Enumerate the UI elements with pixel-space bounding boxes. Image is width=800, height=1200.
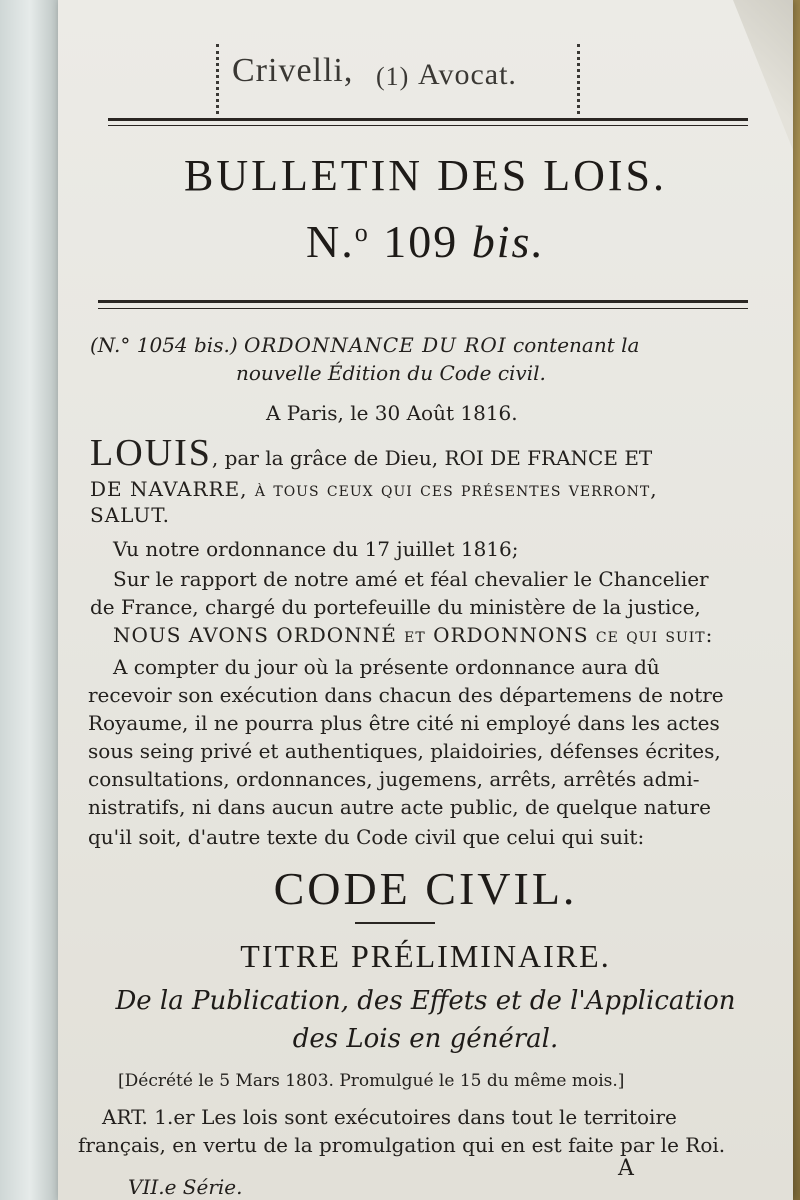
body-line-5: Sur le rapport de notre amé et féal chevalier le Chancelier [113,567,709,591]
serie-label: VII.e Série. [128,1175,243,1199]
number-suffix: bis. [471,216,545,267]
ordonnance-ref: (N.° 1054 bis.) [90,333,238,357]
page-folio: (1) [376,62,410,91]
subtitle-line-1: De la Publication, des Effets et de l'Application [115,986,736,1016]
body-line-8: A compter du jour où la présente ordonnance aura dû [113,655,660,679]
header-rule-thin [98,308,748,309]
code-civil-title: CODE CIVIL. [273,863,578,914]
place-date: A Paris, le 30 Août 1816. [266,401,518,425]
decree-note: [Décrété le 5 Mars 1803. Promulgué le 15 du même mois.] [118,1071,625,1091]
ordonnance-heading [90,332,639,358]
signature-mark: A [618,1156,634,1181]
louis-initial: LOUIS [90,432,212,474]
number-prefix: N. [306,216,355,267]
body-line-1-text: , par la grâce de Dieu, ROI DE FRANCE ET [211,446,653,470]
book-cover-edge [0,0,60,1200]
body-line-14: qu'il soit, d'autre texte du Code civil que celui qui suit: [88,825,645,849]
subtitle-line-2: des Lois en général. [292,1024,559,1054]
ordonnance-subtitle: nouvelle Édition du Code civil. [236,361,546,385]
number-sup: o [354,218,370,247]
bulletin-title: BULLETIN DES LOIS. [184,151,667,200]
body-line-10: Royaume, il ne pourra plus être cité ni employé dans les actes [88,711,720,735]
body-line-4: Vu notre ordonnance du 17 juillet 1816; [113,537,519,561]
top-rule [108,118,748,121]
body-line-6: de France, chargé du portefeuille du ministère de la justice, [90,595,701,619]
body-line-13: nistratifs, ni dans aucun autre acte public, de quelque nature [88,795,711,819]
article-1-line-2: français, en vertu de la promulgation qui en est faite par le Roi. [78,1133,726,1157]
body-line-1 [90,432,653,474]
article-1-line-1: ART. 1.er Les lois sont exécutoires dans tout le territoire [102,1105,677,1129]
ordonnance-title-b: contenant la [513,333,640,357]
bulletin-number [58,215,793,268]
folded-page-corner [733,0,793,150]
stamp-owner: Crivelli, [232,52,354,89]
top-rule-thin [108,125,748,126]
number-value: 109 [383,216,459,267]
body-line-9: recevoir son exécution dans chacun des départemens de notre [88,683,724,707]
body-line-2: DE NAVARRE, à tous ceux qui ces présentes verront, [90,477,658,501]
body-line-7: NOUS AVONS ORDONNÉ et ORDONNONS ce qui suit: [113,623,714,647]
body-line-3: SALUT. [90,503,170,527]
stamp-title: Avocat. [418,58,517,91]
code-divider [355,922,435,924]
titre-preliminaire: TITRE PRÉLIMINAIRE. [240,938,611,974]
owner-stamp [228,50,568,110]
ordonnance-title: ORDONNANCE DU ROI [243,333,507,357]
body-line-12: consultations, ordonnances, jugemens, arrêts, arrêtés admi- [88,767,700,791]
body-line-11: sous seing privé et authentiques, plaidoiries, défenses écrites, [88,739,721,763]
document-page [58,0,793,1200]
header-rule [98,300,748,303]
